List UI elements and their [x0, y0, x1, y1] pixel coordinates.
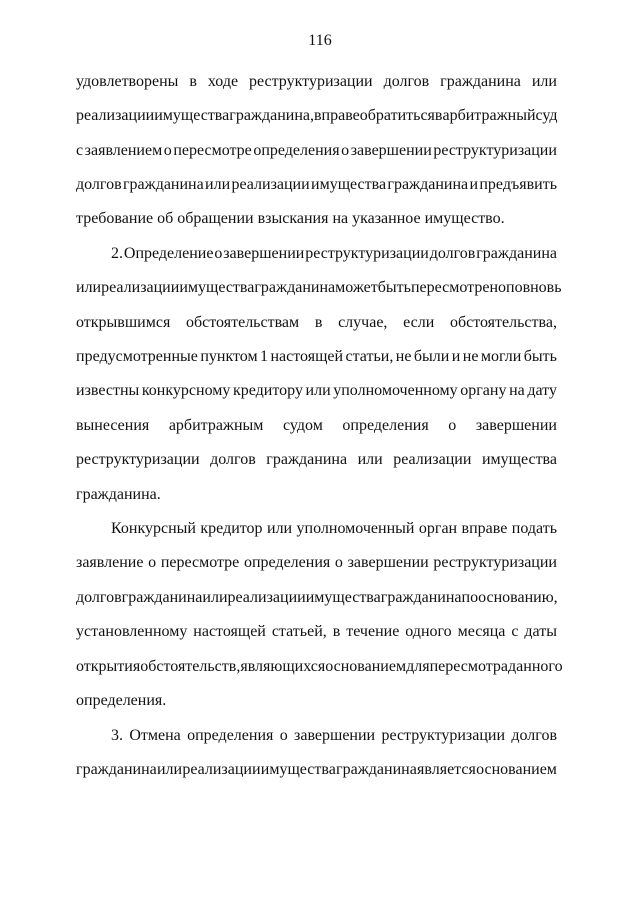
word: по — [461, 589, 479, 606]
text-line — [76, 72, 557, 92]
word: реструктуризации — [433, 554, 557, 571]
word: завершении — [223, 245, 305, 262]
word: завершении — [350, 142, 432, 159]
word: пересмотрено — [410, 279, 506, 296]
word: арбитражный — [442, 107, 536, 124]
word: долгов — [511, 727, 557, 744]
word: определения — [253, 142, 340, 159]
text-line — [76, 106, 557, 126]
word: завершении — [347, 554, 429, 571]
word: о — [448, 417, 457, 434]
text-line — [76, 588, 557, 608]
word: гражданина — [387, 176, 469, 193]
word: основанию, — [478, 589, 558, 606]
word: о — [214, 245, 223, 262]
word: обратиться — [359, 107, 435, 124]
word: о — [163, 142, 172, 159]
word: статьи, — [345, 348, 394, 365]
word: ходе — [207, 73, 239, 90]
word: месяца — [457, 623, 506, 640]
text-line — [76, 313, 557, 333]
word: может — [335, 279, 378, 296]
word: реализации — [393, 451, 472, 468]
word: о — [279, 727, 288, 744]
word: статьей, — [271, 623, 327, 640]
text-line — [76, 175, 557, 195]
word: уполномоченному — [333, 382, 458, 399]
word: имущества — [311, 176, 387, 193]
word: Отмена — [129, 727, 181, 744]
word: является — [417, 761, 476, 778]
word: имущества — [260, 761, 336, 778]
page-number: 116 — [308, 32, 332, 49]
word: в — [434, 107, 443, 124]
word: обстоятельств, — [140, 658, 241, 675]
word: установленному — [76, 623, 188, 640]
word: пересмотра — [429, 658, 509, 675]
word: гражданина — [380, 589, 462, 606]
word: одного — [405, 623, 452, 640]
word: предъявить — [479, 176, 557, 193]
word: вынесения — [76, 417, 150, 434]
word: суд — [535, 107, 558, 124]
word: реализации — [76, 107, 155, 124]
word: быть — [523, 348, 557, 365]
word: обстоятельствам — [186, 314, 300, 331]
text-line: гражданина. — [76, 486, 161, 503]
word: могли — [480, 348, 522, 365]
word: завершении — [294, 727, 376, 744]
word: или — [156, 761, 183, 778]
word: или — [76, 279, 102, 296]
word: основанием — [325, 658, 407, 675]
word: Конкурсный — [111, 520, 196, 537]
word: данного — [508, 658, 563, 675]
word: реализации — [231, 176, 310, 193]
word: или — [202, 589, 228, 606]
word: уполномоченный — [296, 520, 415, 537]
word: предусмотренные — [76, 348, 198, 365]
text-line — [76, 381, 557, 401]
text-line — [76, 657, 563, 677]
word: или — [531, 73, 557, 90]
word: 3. — [111, 727, 123, 744]
word: реструктуризации — [433, 142, 557, 159]
word: и — [451, 348, 461, 365]
word: имущества — [154, 107, 230, 124]
word: с — [511, 623, 519, 640]
word: открытия — [76, 658, 141, 675]
word: реализации — [101, 279, 180, 296]
word: гражданина — [476, 245, 557, 262]
word: арбитражным — [168, 417, 264, 434]
text-line — [111, 244, 557, 264]
word: долгов — [429, 245, 476, 262]
word: вправе — [314, 107, 360, 124]
word: заявлением — [84, 142, 163, 159]
word: определения — [243, 554, 331, 571]
word: гражданина — [440, 73, 521, 90]
word: и — [469, 176, 479, 193]
word: пересмотре — [173, 142, 252, 159]
word: настоящей — [193, 623, 266, 640]
word: или — [357, 451, 383, 468]
word: завершении — [475, 417, 557, 434]
text-line — [76, 450, 557, 470]
word: являющихся — [240, 658, 326, 675]
word: обстоятельства, — [449, 314, 557, 331]
word: имущества — [305, 589, 381, 606]
word: вправе — [461, 520, 508, 537]
word: пересмотре — [160, 554, 240, 571]
word: гражданина — [121, 589, 203, 606]
word: реструктуризации — [381, 727, 506, 744]
word: по — [506, 279, 523, 296]
word: с — [76, 142, 84, 159]
word: если — [403, 314, 435, 331]
word: долгов — [76, 176, 122, 193]
word: случае, — [338, 314, 388, 331]
word: реализации — [227, 589, 306, 606]
word: долгов — [76, 589, 122, 606]
word: в — [332, 623, 341, 640]
word: реализации — [182, 761, 261, 778]
word: орган — [418, 520, 458, 537]
text-line — [76, 416, 557, 436]
word: гражданина — [266, 451, 348, 468]
word: определения — [342, 417, 429, 434]
word: настоящей — [270, 348, 344, 365]
word: в — [189, 73, 197, 90]
word: пунктом — [200, 348, 258, 365]
word: о — [334, 554, 343, 571]
word: даты — [524, 623, 557, 640]
word: Определение — [123, 245, 214, 262]
word: быть — [377, 279, 411, 296]
word: определения — [187, 727, 274, 744]
word: гражданина — [336, 761, 417, 778]
text-line — [76, 622, 557, 642]
word: гражданина, — [229, 107, 314, 124]
text-line — [76, 760, 557, 780]
word: или — [205, 176, 231, 193]
word: основанием — [476, 761, 557, 778]
text-line: определения. — [76, 692, 167, 709]
word: имущества — [179, 279, 255, 296]
word: на — [509, 382, 525, 399]
text-line — [111, 726, 557, 746]
word: заявление — [76, 554, 144, 571]
word: о — [341, 142, 350, 159]
text-line — [76, 141, 557, 161]
word: имущества — [481, 451, 557, 468]
word: подать — [511, 520, 557, 537]
word: открывшимся — [76, 314, 171, 331]
word: вновь — [522, 279, 562, 296]
word: судом — [283, 417, 323, 434]
word: кредитору — [233, 382, 303, 399]
text-line — [111, 519, 557, 539]
word: или — [267, 520, 293, 537]
word: для — [406, 658, 430, 675]
word: были — [413, 348, 450, 365]
word: течение — [346, 623, 400, 640]
word: органу — [460, 382, 507, 399]
word: кредитор — [200, 520, 263, 537]
word: удовлетворены — [76, 73, 179, 90]
word: 1 — [260, 348, 269, 365]
word: долгов — [383, 73, 430, 90]
text-line: требование об обращении взыскания на указанное имущество. — [76, 210, 505, 227]
word: в — [314, 314, 323, 331]
word: известны — [76, 382, 140, 399]
word: реструктуризации — [305, 245, 429, 262]
word: не — [462, 348, 479, 365]
word: 2. — [111, 245, 123, 262]
text-line — [76, 278, 562, 298]
word: или — [305, 382, 331, 399]
word: не — [395, 348, 412, 365]
word: гражданина — [254, 279, 336, 296]
word: гражданина — [122, 176, 204, 193]
word: долгов — [210, 451, 256, 468]
text-line — [76, 347, 557, 367]
word: о — [148, 554, 157, 571]
word: конкурсному — [141, 382, 231, 399]
word: дату — [527, 382, 557, 399]
text-line — [76, 553, 557, 573]
word: реструктуризации — [76, 451, 200, 468]
word: реструктуризации — [249, 73, 373, 90]
word: гражданина — [76, 761, 157, 778]
